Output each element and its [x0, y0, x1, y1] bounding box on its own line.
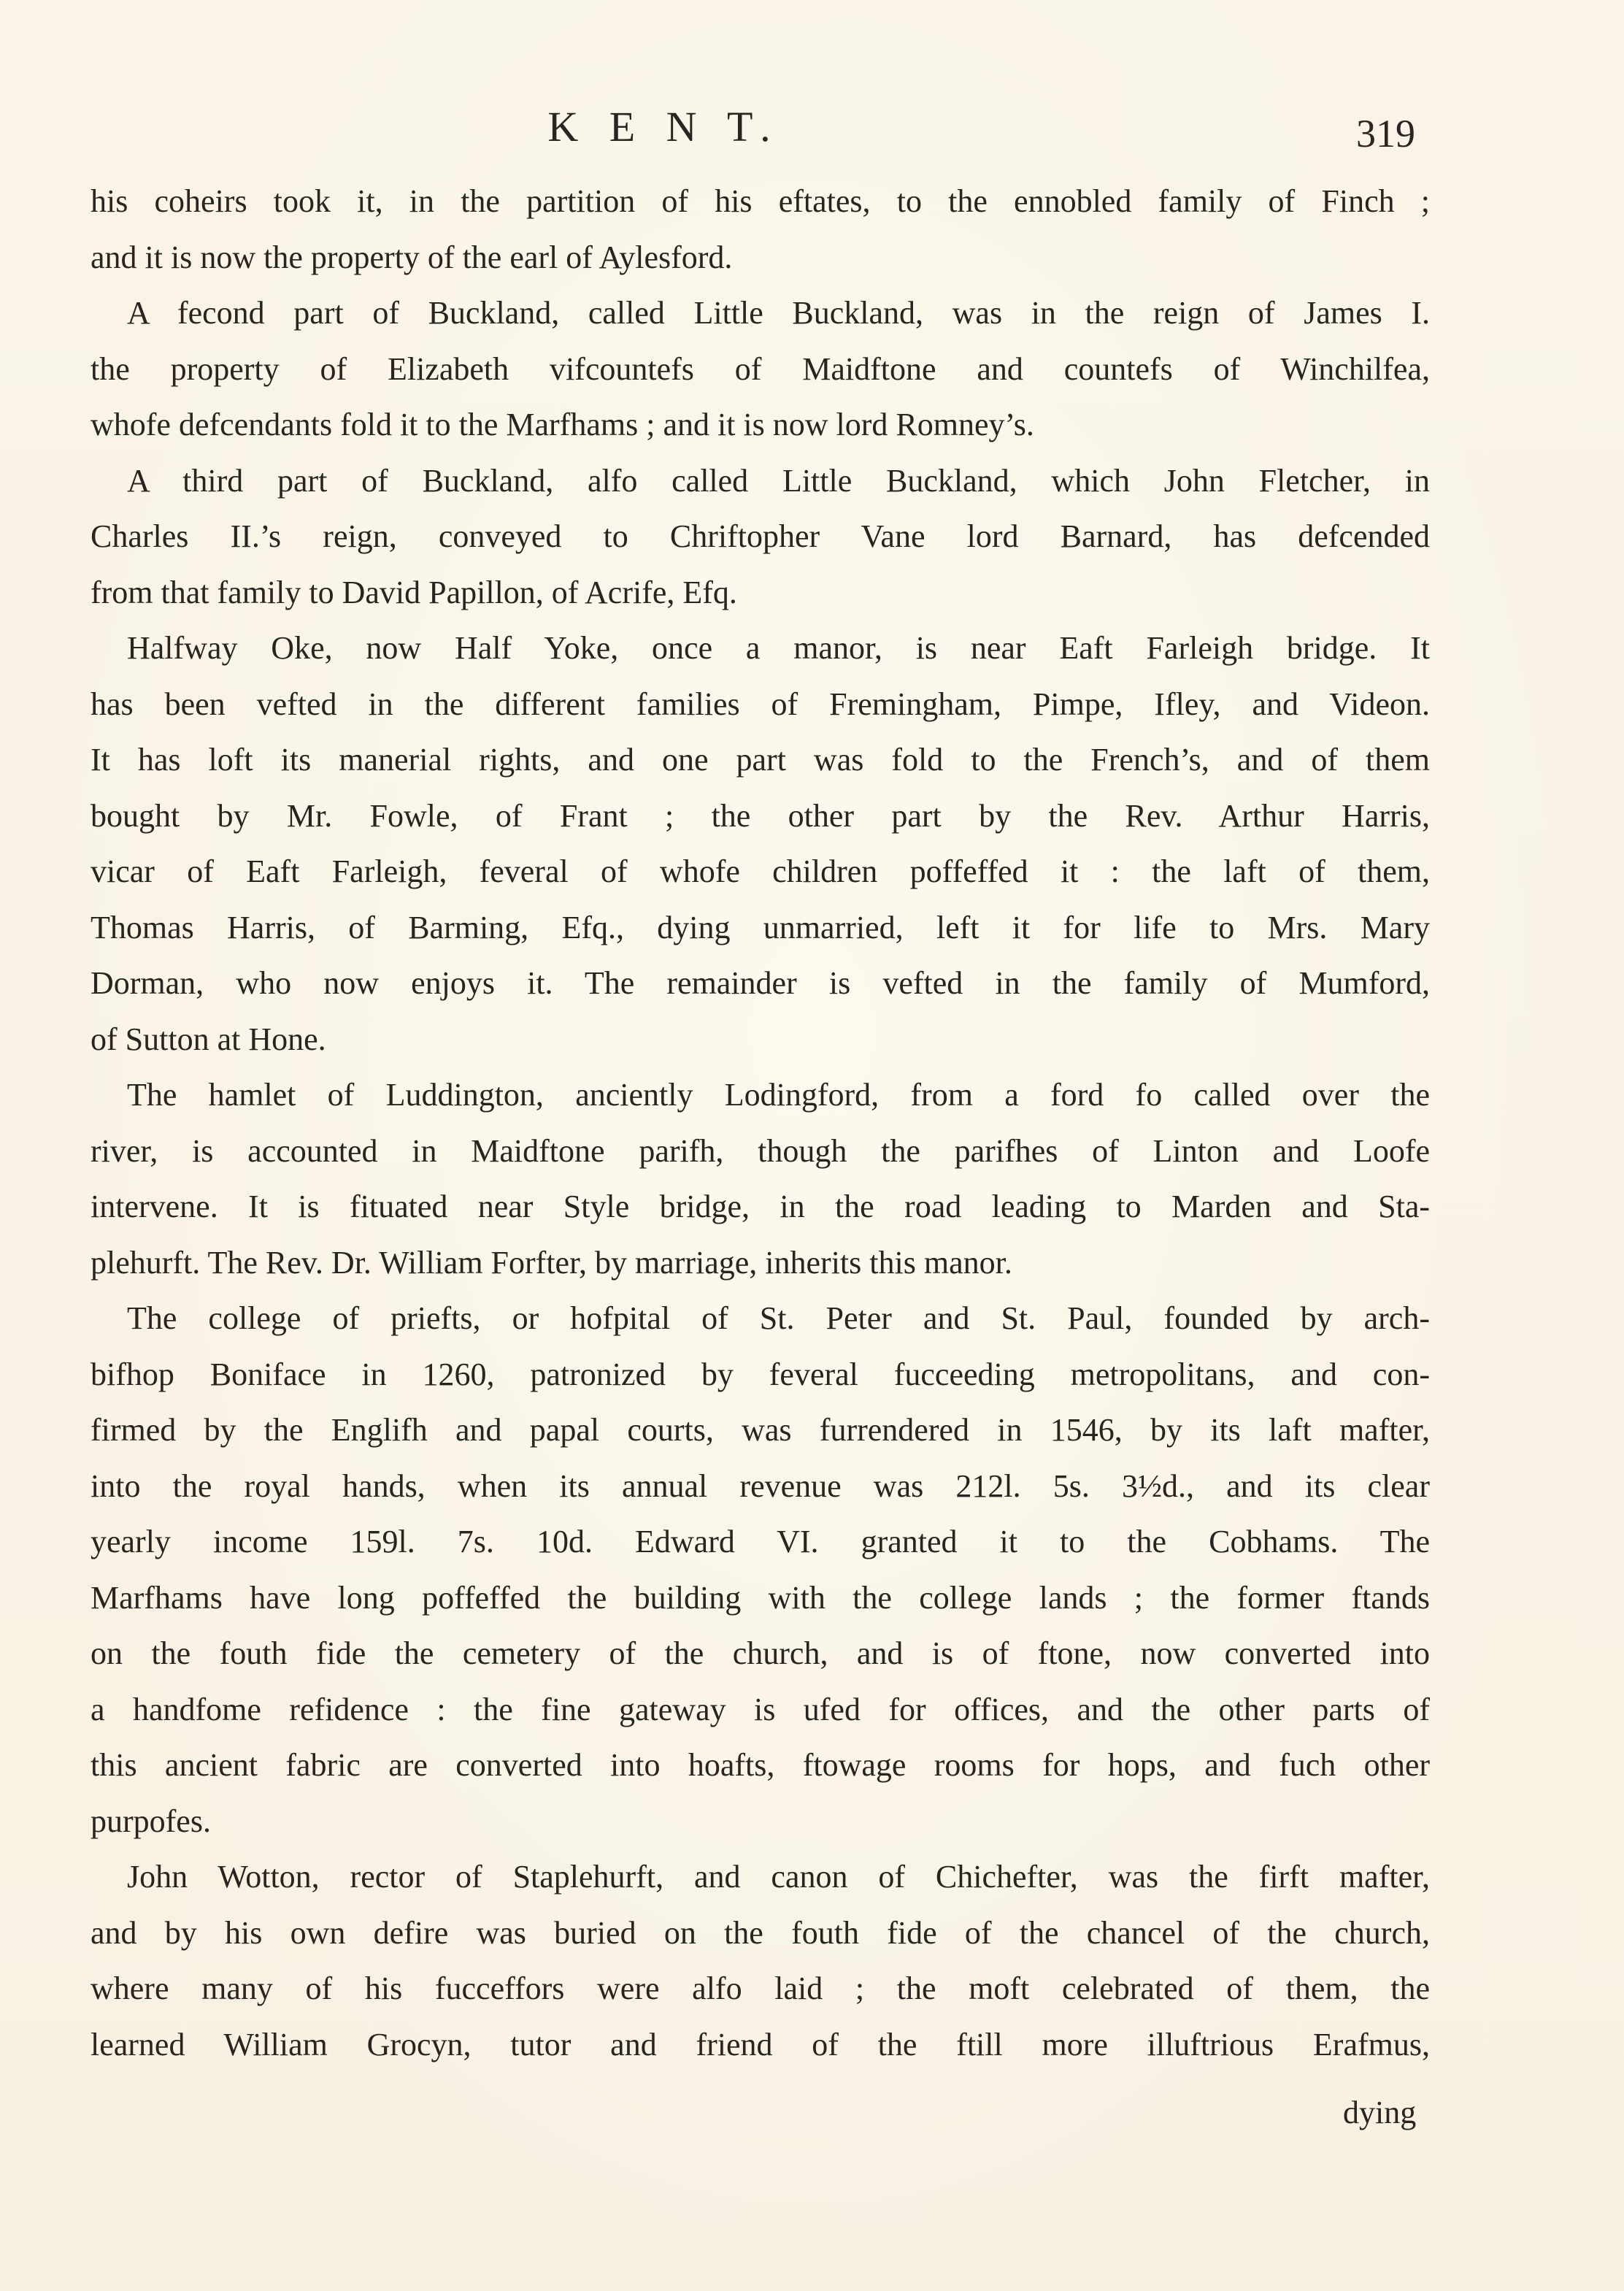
text-line: where many of his fucceffors were alfo laid ; the moft celebrated of them, the [91, 1970, 1430, 2006]
page-number: 319 [1356, 112, 1415, 156]
text-line: bought by Mr. Fowle, of Frant ; the other part by the Rev. Arthur Harris, [91, 797, 1430, 834]
text-line: A third part of Buckland, alfo called Little Buckland, which John Fletcher, in [127, 462, 1430, 499]
text-line: from that family to David Papillon, of Acrife, Efq. [91, 574, 737, 610]
text-line: a handfome refidence : the fine gateway is ufed for offices, and the other parts of [91, 1691, 1430, 1727]
text-line: A fecond part of Buckland, called Little Buckland, was in the reign of James I. [127, 295, 1430, 331]
text-line: on the fouth fide the cemetery of the church, and is of ftone, now converted into [91, 1635, 1430, 1671]
text-line: yearly income 159l. 7s. 10d. Edward VI. granted it to the Cobhams. The [91, 1524, 1430, 1559]
text-line: of Sutton at Hone. [91, 1021, 326, 1057]
text-line: firmed by the Englifh and papal courts, was furrendered in 1546, by its laft mafter, [91, 1412, 1430, 1448]
text-line: The college of priefts, or hofpital of St. Peter and St. Paul, founded by arch- [127, 1300, 1430, 1336]
text-line: It has loft its manerial rights, and one part was fold to the French’s, and of them [91, 742, 1430, 778]
text-line: bifhop Boniface in 1260, patronized by feveral fucceeding metropolitans, and con- [91, 1356, 1430, 1392]
text-line: Halfway Oke, now Half Yoke, once a manor, is near Eaft Farleigh bridge. It [127, 630, 1430, 666]
catchword: dying [1343, 2095, 1417, 2130]
text-line: and it is now the property of the earl of Aylesford. [91, 239, 733, 275]
text-line: river, is accounted in Maidftone parifh, though the parifhes of Linton and Loofe [91, 1132, 1430, 1169]
text-line: into the royal hands, when its annual revenue was 212l. 5s. 3½d., and its clear [91, 1467, 1430, 1504]
text-line: The hamlet of Luddington, anciently Lodingford, from a ford fo called over the [127, 1077, 1430, 1113]
text-line: whofe defcendants fold it to the Marfhams ; and it is now lord Romney’s. [91, 407, 1034, 442]
text-line: learned William Grocyn, tutor and friend of the ftill more illuftrious Erafmus, [91, 2026, 1430, 2062]
text-line: the property of Elizabeth vifcountefs of Maidftone and countefs of Winchilfea, [91, 350, 1430, 387]
text-line: Marfhams have long poffeffed the building with the college lands ; the former ftands [91, 1579, 1430, 1616]
body-text [91, 174, 1430, 2073]
text-line: Dorman, who now enjoys it. The remainder is vefted in the family of Mumford, [91, 965, 1430, 1001]
text-line: purpofes. [91, 1803, 211, 1839]
running-head: K E N T. [547, 103, 781, 150]
text-line: and by his own defire was buried on the fouth fide of the chancel of the church, [91, 1914, 1430, 1951]
text-line: this ancient fabric are converted into hoafts, ftowage rooms for hops, and fuch other [91, 1747, 1430, 1783]
text-line: his coheirs took it, in the partition of his eftates, to the ennobled family of Finch ; [91, 183, 1430, 219]
text-line: vicar of Eaft Farleigh, feveral of whofe children poffeffed it : the laft of them, [91, 853, 1430, 889]
text-line: intervene. It is fituated near Style bridge, in the road leading to Marden and Sta- [91, 1189, 1430, 1224]
text-line: plehurft. The Rev. Dr. William Forfter, by marriage, inherits this manor. [91, 1244, 1012, 1281]
text-line: John Wotton, rector of Staplehurft, and canon of Chichefter, was the firft mafter, [127, 1859, 1430, 1895]
text-line: has been vefted in the different families of Fremingham, Pimpe, Ifley, and Videon. [91, 686, 1430, 722]
text-line: Charles II.’s reign, conveyed to Chriftopher Vane lord Barnard, has defcended [91, 518, 1430, 554]
text-line: Thomas Harris, of Barming, Efq., dying unmarried, left it for life to Mrs. Mary [91, 909, 1430, 945]
